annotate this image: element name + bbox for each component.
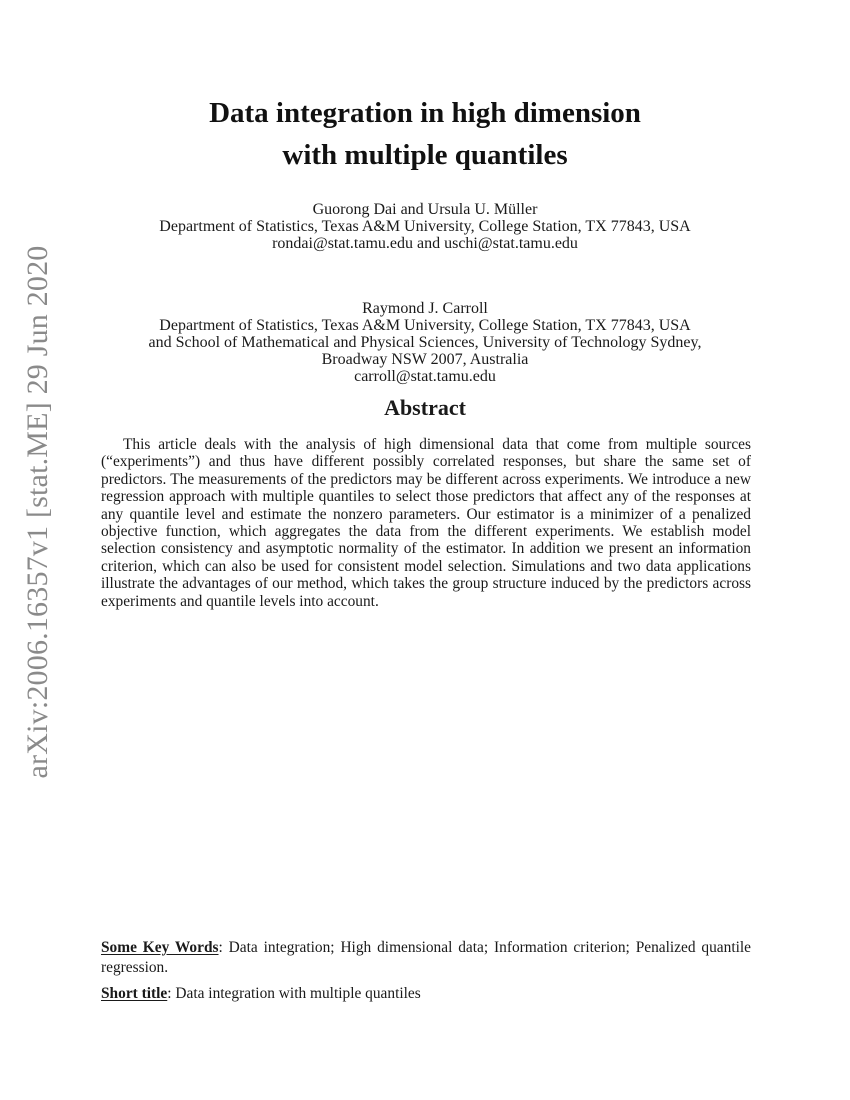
abstract-heading: Abstract [384, 395, 466, 420]
short-title-label: Short title [101, 985, 168, 1002]
short-title [101, 984, 751, 1004]
paper-title [0, 92, 850, 176]
author-name: Raymond J. Carroll [362, 300, 488, 317]
author-names: Guorong Dai and Ursula U. Müller [312, 201, 538, 218]
key-words-text: : Data integration; High dimensional data; Information criterion; Penalized quantile regression. [101, 939, 751, 976]
author-block-first [0, 201, 850, 252]
abstract-body: This article deals with the analysis of high dimensional data that come from multiple sources (“experiments”) and thus have different possibly correlated responses, but share the same set of predictors. The measurements of the predictors may be different across experiments. We introduce a new regression approach with multiple quantiles to select those predictors that affect any of the responses at any quantile level and estimate the nonzero parameters. Our estimator is a minimizer of a penalized objective function, which aggregates the data from the different experiments. We establish model selection consistency and asymptotic normality of the estimator. In addition we present an information criterion, which can also be used for consistent model selection. Simulations and two data applications illustrate the advantages of our method, which takes the group structure induced by the predictors across experiments and quantile levels into account. [101, 436, 751, 610]
short-title-text: : Data integration with multiple quantiles [167, 985, 421, 1002]
author-affiliation-line-2: and School of Mathematical and Physical Sciences, University of Technology Sydney, [148, 334, 702, 351]
author-emails: rondai@stat.tamu.edu and uschi@stat.tamu.edu [272, 235, 578, 252]
key-words [101, 938, 751, 978]
paper-title-line-2: with multiple quantiles [282, 139, 568, 171]
arxiv-identifier-stamp: arXiv:2006.16357v1 [stat.ME] 29 Jun 2020 [21, 245, 54, 779]
author-email: carroll@stat.tamu.edu [354, 368, 496, 385]
author-block-second [0, 300, 850, 385]
author-affiliation-line-3: Broadway NSW 2007, Australia [321, 351, 529, 368]
author-affiliation-line-1: Department of Statistics, Texas A&M University, College Station, TX 77843, USA [159, 317, 691, 334]
author-affiliation: Department of Statistics, Texas A&M University, College Station, TX 77843, USA [159, 218, 691, 235]
key-words-label: Some Key Words [101, 939, 219, 956]
paper-title-line-1: Data integration in high dimension [209, 97, 641, 129]
